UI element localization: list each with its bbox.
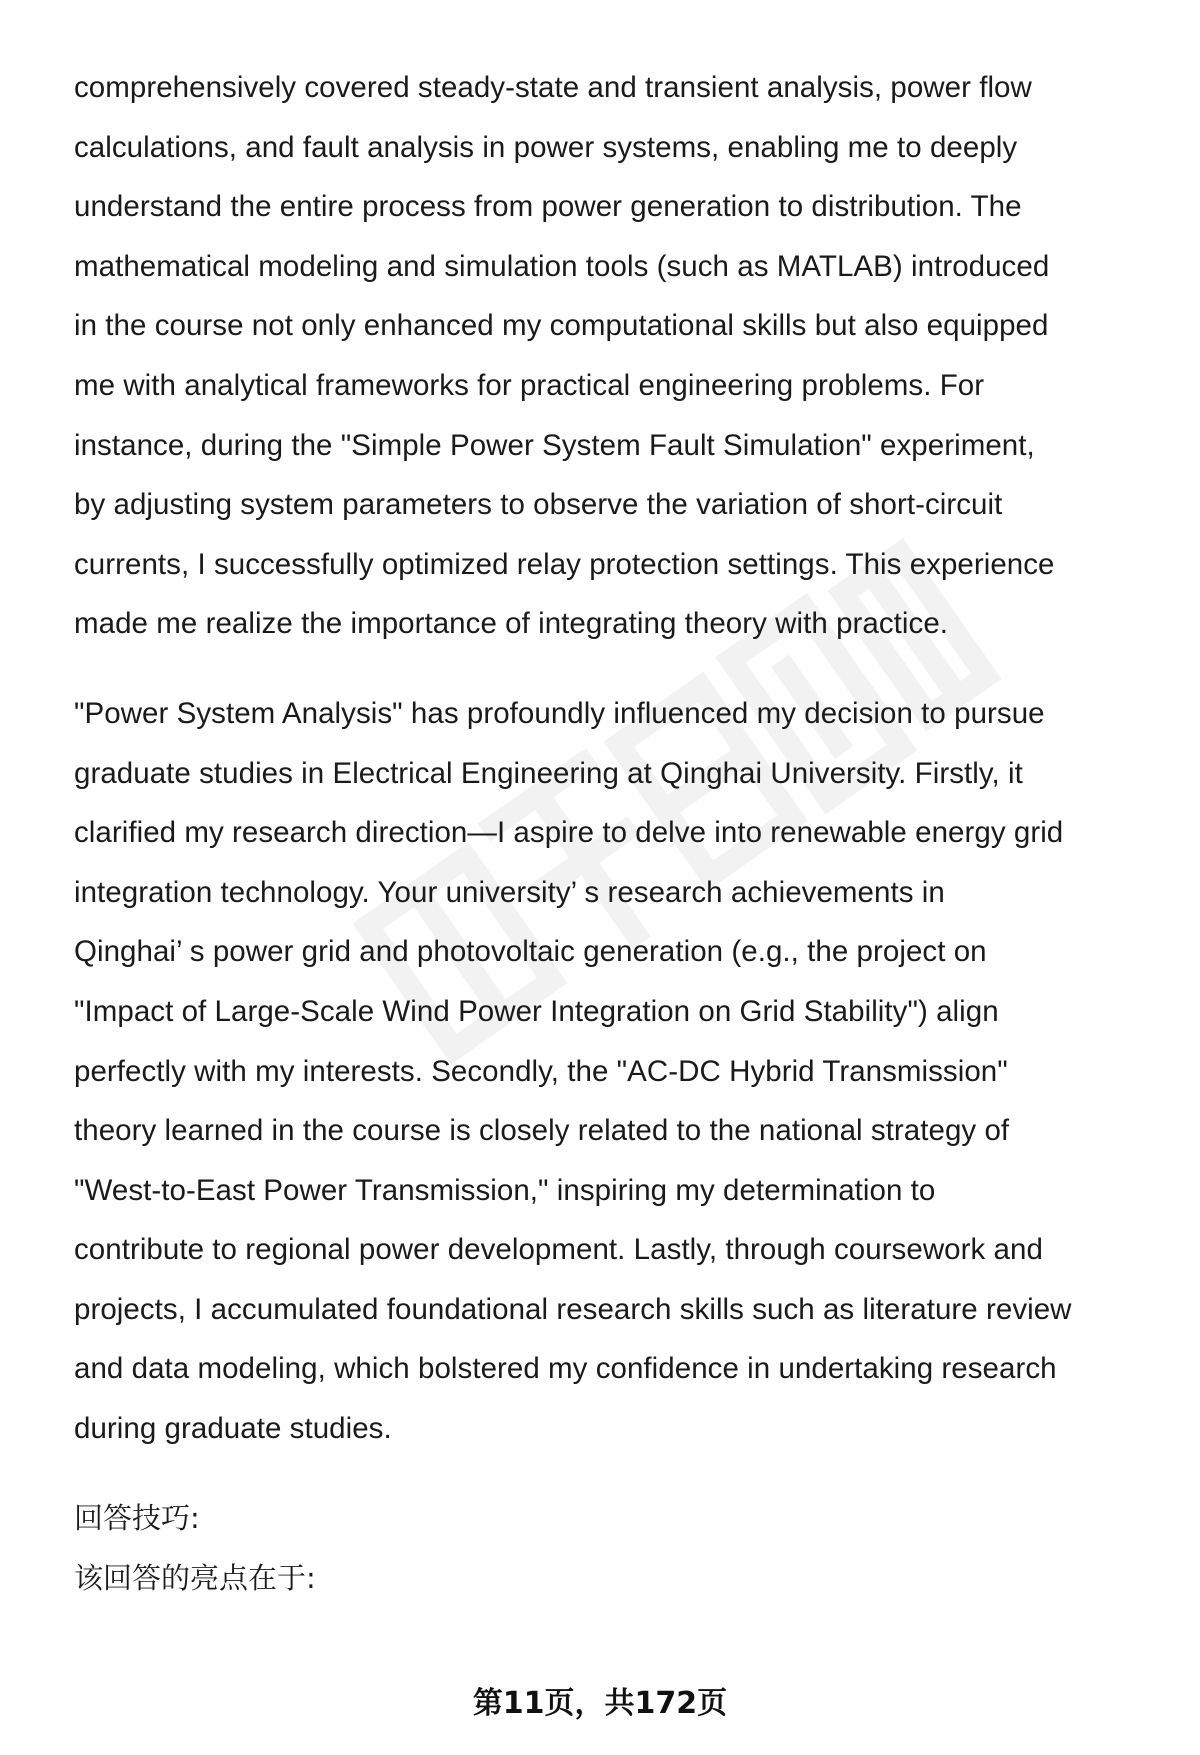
text-line: graduate studies in Electrical Engineering at Qinghai University. Firstly, it: [74, 756, 1023, 790]
page-number: 第11页，共172页: [472, 1686, 728, 1721]
text-line: calculations, and fault analysis in power systems, enabling me to deeply: [74, 130, 1018, 164]
text-line: me with analytical frameworks for practical engineering problems. For: [74, 368, 985, 402]
text-line: comprehensively covered steady-state and transient analysis, power flow: [74, 71, 1032, 104]
text-line: theory learned in the course is closely related to the national strategy of: [74, 1114, 1010, 1148]
text-line: by adjusting system parameters to observe the variation of short-circuit: [74, 488, 1003, 522]
text-line: mathematical modeling and simulation tools (such as MATLAB) introduced: [74, 249, 1050, 283]
body-text: [74, 58, 1174, 1459]
paragraph-2: [74, 684, 1174, 1459]
tips-highlight: 该回答的亮点在于:: [74, 1561, 316, 1595]
text-line: Qinghai’ s power grid and photovoltaic generation (e.g., the project on: [74, 935, 987, 969]
text-line: perfectly with my interests. Secondly, the "AC-DC Hybrid Transmission": [74, 1054, 1008, 1088]
text-line: "Impact of Large-Scale Wind Power Integration on Grid Stability") align: [74, 994, 999, 1028]
text-line: "West-to-East Power Transmission," inspiring my determination to: [74, 1173, 936, 1207]
text-line: made me realize the importance of integrating theory with practice.: [74, 607, 949, 641]
text-line: contribute to regional power development. Lastly, through coursework and: [74, 1233, 1043, 1267]
tips-heading: 回答技巧:: [74, 1501, 200, 1535]
text-line: instance, during the "Simple Power System Fault Simulation" experiment,: [74, 428, 1035, 462]
text-line: currents, I successfully optimized relay protection settings. This experience: [74, 547, 1055, 581]
text-line: understand the entire process from power generation to distribution. The: [74, 190, 1022, 224]
text-line: and data modeling, which bolstered my confidence in undertaking research: [74, 1352, 1057, 1386]
text-line: in the course not only enhanced my computational skills but also equipped: [74, 309, 1049, 343]
text-line: during graduate studies.: [74, 1412, 392, 1446]
text-line: projects, I accumulated foundational research skills such as literature review: [74, 1292, 1072, 1326]
paragraph-1: [74, 58, 1174, 654]
text-line: "Power System Analysis" has profoundly influenced my decision to pursue: [74, 696, 1045, 730]
text-line: clarified my research direction—I aspire to delve into renewable energy grid: [74, 816, 1064, 850]
text-line: integration technology. Your university’ s research achievements in: [74, 875, 945, 909]
